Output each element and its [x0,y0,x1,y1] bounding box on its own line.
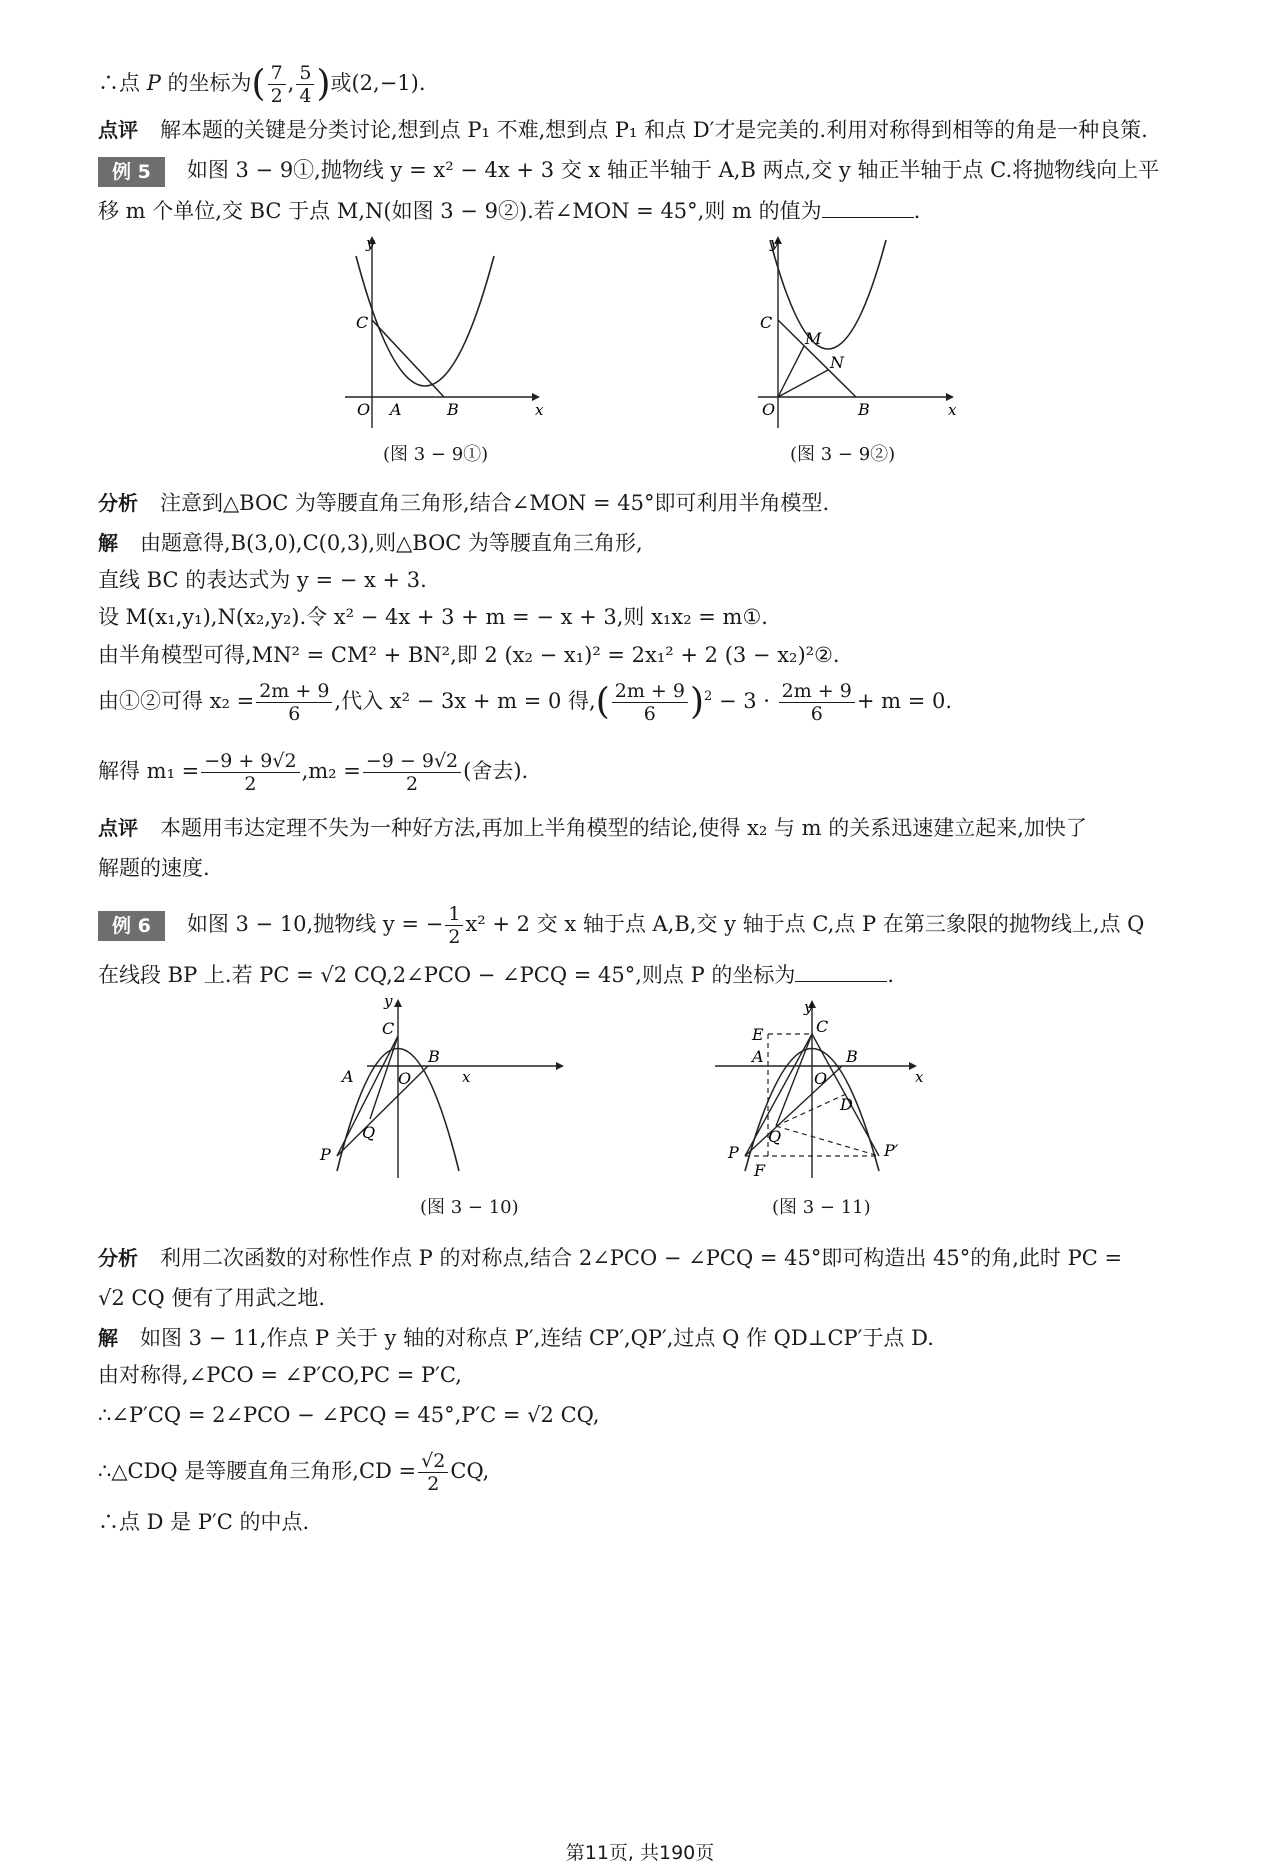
point-e-label: E [752,1025,764,1044]
axis-x-label: x [948,401,957,419]
example-badge: 例 6 [98,911,165,941]
review-5-line-2: 解题的速度. [98,856,210,880]
point-a-label: A [752,1047,764,1066]
point-q-label: Q [362,1123,376,1142]
example-6-line-2: 在线段 BP 上.若 PC = √2 CQ,2∠PCO − ∠PCQ = 45°,则点 P 的坐标为 . [98,963,895,987]
point-b-label: B [447,400,459,419]
point-b-label: B [846,1047,858,1066]
example-badge: 例 5 [98,157,165,187]
figure-3-10 [320,992,572,1186]
point-p-prime-label: P′ [884,1141,899,1160]
point-p-label: P [320,1145,331,1164]
page-footer: 第11页, 共190页 [565,1842,715,1864]
solution-6-line-3: ∴∠P′CQ = 2∠PCO − ∠PCQ = 45°,P′C = √2 CQ, [98,1403,600,1427]
axis-x-label: x [535,401,544,419]
origin-label: O [762,400,776,419]
point-p-label: P [728,1143,739,1162]
fraction: $\frac{7}{2}$ [268,62,286,107]
point-b-label: B [428,1047,440,1066]
review-5: 点评 本题用韦达定理不失为一种好方法,再加上半角模型的结论,使得 x₂ 与 m 的关系迅速建立起来,加快了 [98,816,1087,840]
point-c-label: C [816,1017,829,1036]
solution-5-line-2: 直线 BC 的表达式为 y = − x + 3. [98,568,427,592]
figure-3-9-1 [330,228,560,438]
figure-3-11 [710,996,940,1186]
analysis-6-line-2: √2 CQ 便有了用武之地. [98,1286,326,1310]
example-6-line-1: 例 6 如图 3 − 10,抛物线 y = − $\frac{1}{2}$ x² + 2 交 x 轴于点 A,B,交 y 轴于点 C,点 P 在第三象限的抛物线上,点 Q [98,903,1144,948]
point-c-label: C [760,313,773,332]
axis-y-label: y [366,234,375,252]
solution-5-line-4: 由半角模型可得,MN² = CM² + BN²,即 2 (x₂ − x₁)² = 2x₁² + 2 (3 − x₂)²②. [98,643,840,667]
point-b-label: B [858,400,870,419]
fraction: $\frac{5}{4}$ [296,62,314,107]
figure-caption: (图 3 − 9②) [790,444,896,465]
answer-line: ∴点 P 的坐标为( $\frac{7}{2}$ , $\frac{5}{4}$ )或(2,−1). [98,62,426,107]
solution-5-line-5: 由①②可得 x₂ = $\frac{2m + 9}{6}$ ,代入 x² − 3x + m = 0 得,( $\frac{2m + 9}{6}$ )$^2$ − 3 · $\frac{2m + 9}{6}$ + m = 0. [98,680,953,725]
example-5-line-1: 例 5 如图 3 − 9①,抛物线 y = x² − 4x + 3 交 x 轴正半轴于 A,B 两点,交 y 轴正半轴于点 C.将抛物线向上平 [98,155,1159,187]
origin-label: O [357,400,371,419]
answer-blank [822,197,914,218]
point-c-label: C [356,313,369,332]
figure-caption: (图 3 − 10) [420,1197,519,1218]
point-n-label: N [830,353,844,372]
example-5-line-2: 移 m 个单位,交 BC 于点 M,N(如图 3 − 9②).若∠MON = 45°,则 m 的值为 . [98,199,921,223]
point-q-label: Q [768,1127,782,1146]
solution-5-line-6: 解得 m₁ = $\frac{-9 + 9√2}{2}$ ,m₂ = $\frac{-9 - 9√2}{2}$ (舍去). [98,750,529,795]
axis-y-label: y [770,234,779,252]
review-1: 点评 解本题的关键是分类讨论,想到点 P₁ 不难,想到点 P₁ 和点 D′才是完美的.利用对称得到相等的角是一种良策. [98,118,1148,142]
origin-label: O [398,1069,412,1088]
solution-5-line-1: 解 由题意得,B(3,0),C(0,3),则△BOC 为等腰直角三角形, [98,531,643,555]
axis-x-label: x [915,1068,924,1086]
point-m-label: M [805,329,822,348]
analysis-6: 分析 利用二次函数的对称性作点 P 的对称点,结合 2∠PCO − ∠PCQ = 45°即可构造出 45°的角,此时 PC = [98,1246,1123,1270]
analysis-5: 分析 注意到△BOC 为等腰直角三角形,结合∠MON = 45°即可利用半角模型. [98,491,830,515]
point-a-label: A [390,400,402,419]
point-c-label: C [382,1019,395,1038]
figure-3-9-2 [748,228,978,438]
axis-x-label: x [462,1068,471,1086]
answer-blank [795,961,887,982]
solution-5-line-3: 设 M(x₁,y₁),N(x₂,y₂).令 x² − 4x + 3 + m = − x + 3,则 x₁x₂ = m①. [98,605,768,629]
figure-caption: (图 3 − 9①) [383,444,489,465]
axis-y-label: y [804,998,813,1016]
origin-label: O [814,1069,828,1088]
solution-6-line-1: 解 如图 3 − 11,作点 P 关于 y 轴的对称点 P′,连结 CP′,QP′,过点 Q 作 QD⊥CP′于点 D. [98,1326,934,1350]
axis-y-label: y [384,992,393,1010]
figure-caption: (图 3 − 11) [772,1197,871,1218]
point-d-label: D [840,1095,853,1114]
solution-6-line-5: ∴点 D 是 P′C 的中点. [98,1510,310,1534]
point-a-label: A [342,1067,354,1086]
solution-6-line-2: 由对称得,∠PCO = ∠P′CO,PC = P′C, [98,1363,462,1387]
point-f-label: F [754,1161,766,1180]
solution-6-line-4: ∴△CDQ 是等腰直角三角形,CD = $\frac{√2}{2}$ CQ, [98,1450,490,1495]
